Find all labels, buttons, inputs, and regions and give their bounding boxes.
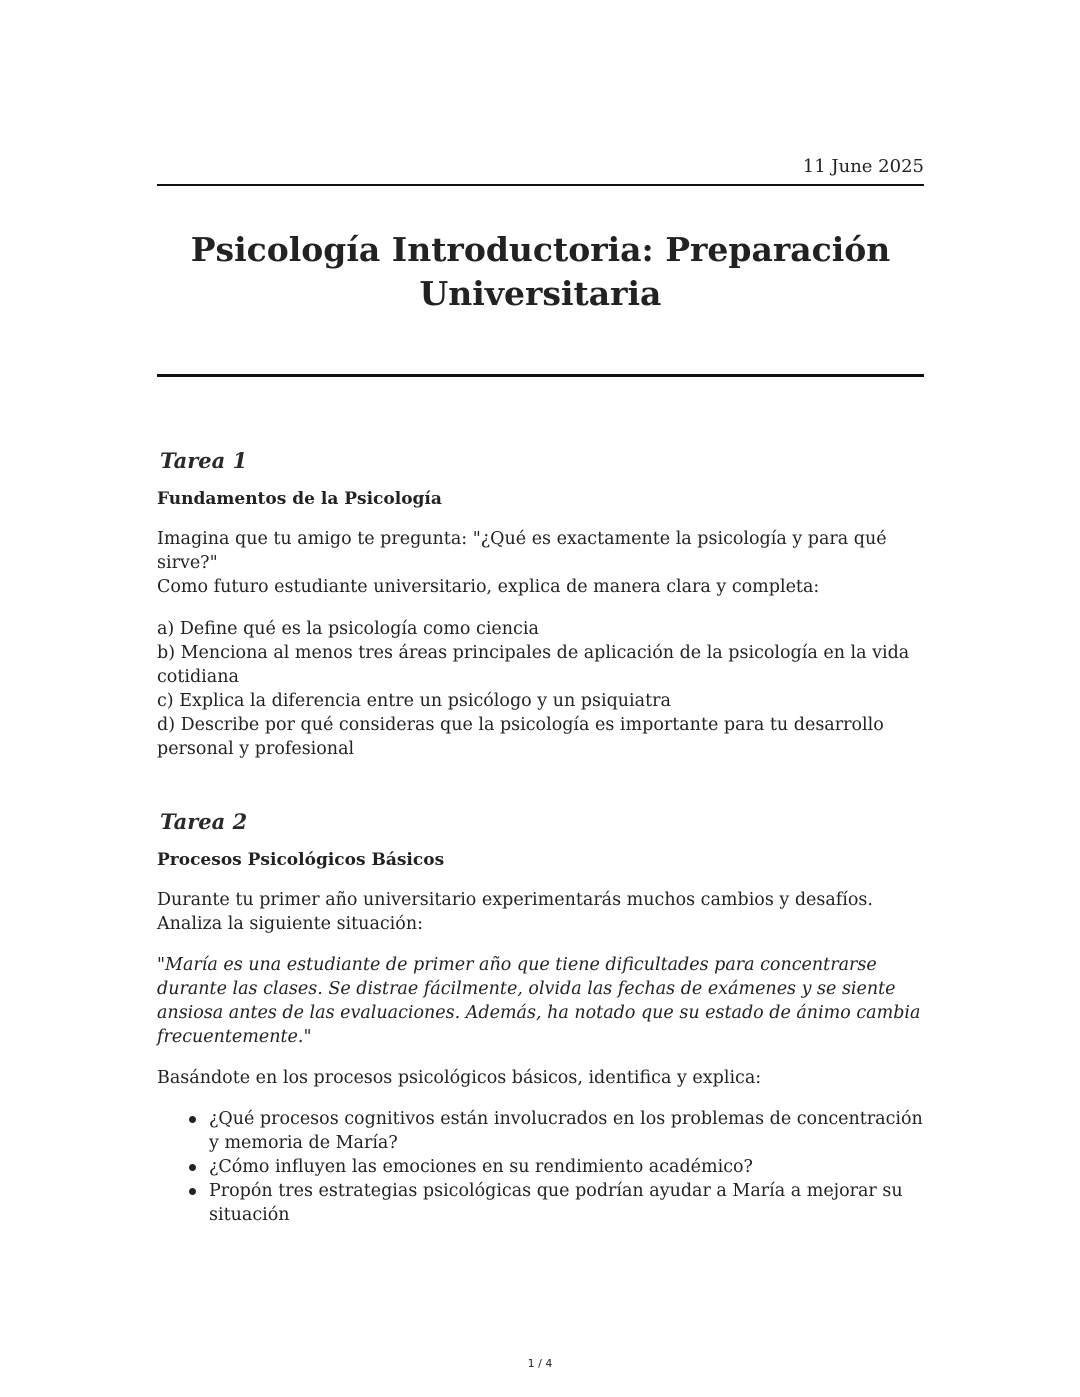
task-1-intro [157, 527, 924, 599]
task-2-subheading: Procesos Psicológicos Básicos [157, 850, 445, 870]
task-1-item: a) Define qué es la psicología como ciencia [157, 619, 539, 639]
bullet-icon [189, 1164, 196, 1171]
list-item [209, 1179, 924, 1227]
task-1-heading: Tarea 1 [160, 448, 248, 473]
task-2-bullet-list [157, 1107, 924, 1227]
task-2-lead: Basándote en los procesos psicológicos básicos, identifica y explica: [157, 1068, 762, 1088]
title-divider [157, 374, 924, 377]
task-1-intro-line: Imagina que tu amigo te pregunta: "¿Qué es exactamente la psicología y para qué sirve?" [157, 529, 887, 573]
task-2-heading: Tarea 2 [160, 809, 248, 834]
task-1-item: d) Describe por qué consideras que la psicología es importante para tu desarrollo personal y profesional [157, 715, 884, 759]
task-2-section [157, 808, 924, 1227]
list-item [209, 1155, 924, 1179]
list-item-text: ¿Qué procesos cognitivos están involucrados en los problemas de concentración y memoria de María? [209, 1109, 923, 1153]
document-title [157, 228, 924, 316]
title-line-1: Psicología Introductoria: Preparación [190, 230, 891, 269]
list-item-text: ¿Cómo influyen las emociones en su rendimiento académico? [209, 1157, 753, 1177]
document-date: 11 June 2025 [802, 156, 924, 177]
title-line-2: Universitaria [419, 274, 662, 313]
task-2-case-quote: "María es una estudiante de primer año que tiene dificultades para concentrarse durante las clases. Se distrae fácilmente, olvida las fechas de exámenes y se siente ansiosa antes de las evaluaciones. Además, ha notado que su estado de ánimo cambia frecuentemente." [157, 955, 921, 1047]
header-divider [157, 184, 924, 186]
task-1-section [157, 447, 924, 761]
page-number: 1 / 4 [527, 1357, 553, 1370]
task-1-intro-line: Como futuro estudiante universitario, explica de manera clara y completa: [157, 577, 820, 597]
bullet-icon [189, 1116, 196, 1123]
bullet-icon [189, 1188, 196, 1195]
list-item [209, 1107, 924, 1155]
task-1-item: c) Explica la diferencia entre un psicólogo y un psiquiatra [157, 691, 671, 711]
task-1-item-list [157, 617, 924, 761]
task-2-intro: Durante tu primer año universitario experimentarás muchos cambios y desafíos. Analiza la siguiente situación: [157, 890, 873, 934]
list-item-text: Propón tres estrategias psicológicas que podrían ayudar a María a mejorar su situación [209, 1181, 903, 1225]
document-page [157, 0, 924, 1397]
task-1-subheading: Fundamentos de la Psicología [157, 489, 442, 509]
task-1-item: b) Menciona al menos tres áreas principales de aplicación de la psicología en la vida cotidiana [157, 643, 910, 687]
